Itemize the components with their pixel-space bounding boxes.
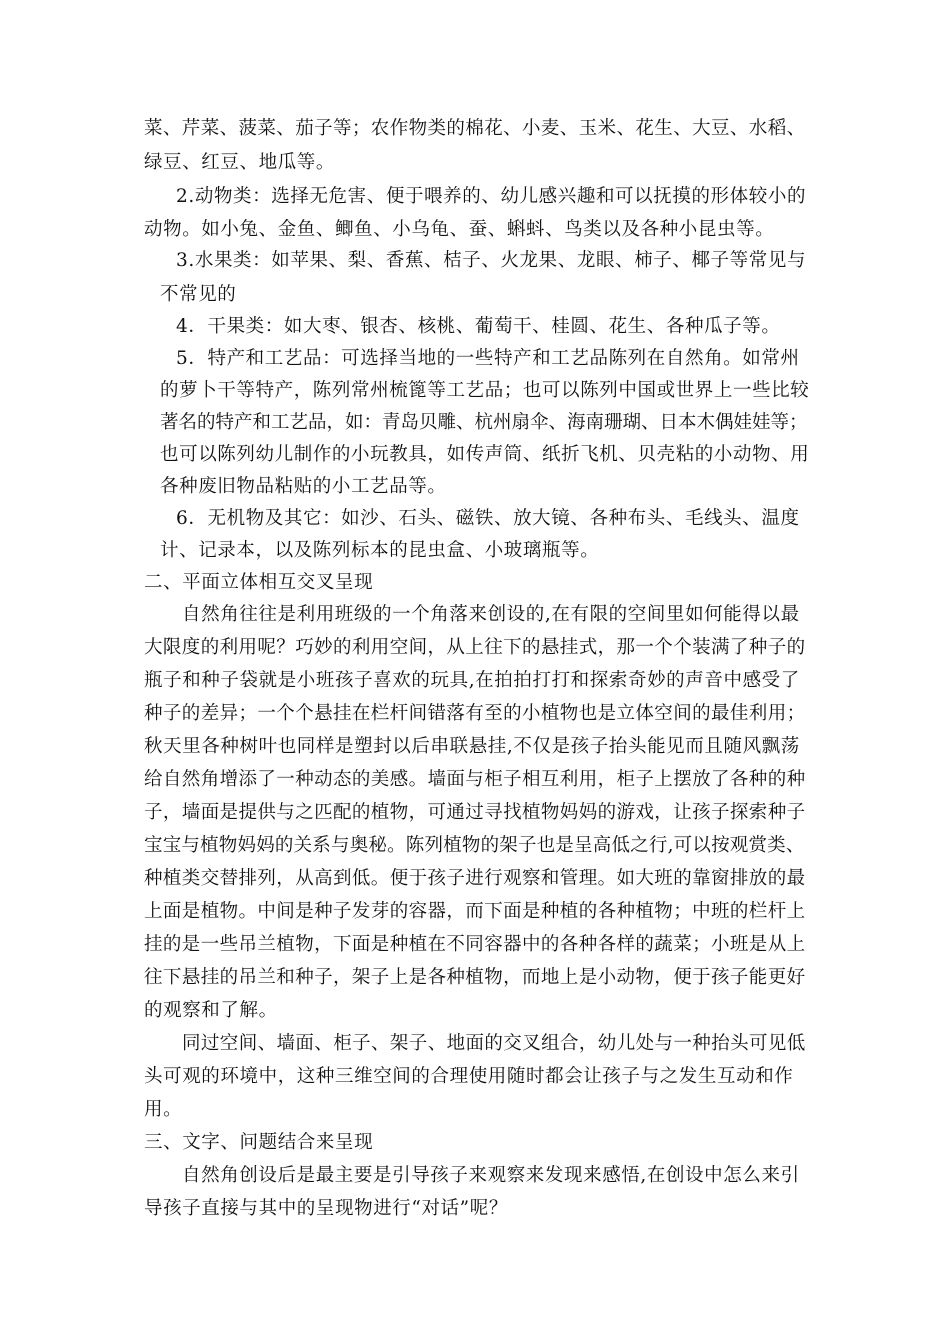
text-line: 同过空间、墙面、柜子、架子、地面的交叉组合，幼儿处与一种抬头可见低 <box>182 1033 806 1054</box>
text-line: 不常见的 <box>160 284 237 305</box>
text-line: 种植类交替排列，从高到低。便于孩子进行观察和管理。如大班的靠窗排放的最 <box>144 868 806 889</box>
text-line: 自然角往往是利用班级的一个角落来创设的,在有限的空间里如何能得以最 <box>182 604 800 625</box>
text-line: 的萝卜干等特产，陈列常州梳篦等工艺品；也可以陈列中国或世界上一些比较 <box>160 380 810 401</box>
text-line: 动物。如小兔、金鱼、鲫鱼、小乌龟、蚕、蝌蚪、鸟类以及各种小昆虫等。 <box>144 219 775 240</box>
text-line: 导孩子直接与其中的呈现物进行“对话”呢？ <box>144 1198 508 1219</box>
text-line: 瓶子和种子袋就是小班孩子喜欢的玩具,在拍拍打打和探索奇妙的声音中感受了 <box>144 670 800 691</box>
text-line: 用。 <box>144 1099 183 1120</box>
text-line: 各种废旧物品粘贴的小工艺品等。 <box>160 476 447 497</box>
text-line: 6．无机物及其它：如沙、石头、磁铁、放大镜、各种布头、毛线头、温度 <box>176 508 800 529</box>
text-line: 2.动物类：选择无危害、便于喂养的、幼儿感兴趣和可以抚摸的形体较小的 <box>176 186 807 207</box>
text-line: 上面是植物。中间是种子发芽的容器，而下面是种植的各种植物；中班的栏杆上 <box>144 901 806 922</box>
text-line: 4．干果类：如大枣、银杏、核桃、葡萄干、桂圆、花生、各种瓜子等。 <box>176 316 781 337</box>
text-line: 著名的特产和工艺品，如：青岛贝雕、杭州扇伞、海南珊瑚、日本木偶娃娃等； <box>160 412 808 433</box>
text-line: 头可观的环境中，这种三维空间的合理使用随时都会让孩子与之发生互动和作 <box>144 1066 794 1087</box>
text-line: 秋天里各种树叶也同样是塑封以后串联悬挂,不仅是孩子抬头能见而且随风飘荡 <box>144 736 800 757</box>
text-line: 的观察和了解。 <box>144 1000 278 1021</box>
text-line: 种子的差异；一个个悬挂在栏杆间错落有至的小植物也是立体空间的最佳利用； <box>144 703 806 724</box>
section-heading: 二、平面立体相互交叉呈现 <box>144 572 374 593</box>
text-line: 5．特产和工艺品：可选择当地的一些特产和工艺品陈列在自然角。如常州 <box>176 348 800 369</box>
text-line: 也可以陈列幼儿制作的小玩教具，如传声筒、纸折飞机、贝壳粘的小动物、用 <box>160 444 810 465</box>
text-line: 宝宝与植物妈妈的关系与奥秘。陈列植物的架子也是呈高低之行,可以按观赏类、 <box>144 835 805 856</box>
text-line: 菜、芹菜、菠菜、茄子等；农作物类的棉花、小麦、玉米、花生、大豆、水稻、 <box>144 118 806 139</box>
text-line: 3.水果类：如苹果、梨、香蕉、桔子、火龙果、龙眼、柿子、椰子等常见与 <box>176 250 807 271</box>
text-line: 往下悬挂的吊兰和种子，架子上是各种植物，而地上是小动物，便于孩子能更好 <box>144 967 806 988</box>
text-line: 子，墙面是提供与之匹配的植物，可通过寻找植物妈妈的游戏，让孩子探索种子 <box>144 802 806 823</box>
text-line: 计、记录本，以及陈列标本的昆虫盒、小玻璃瓶等。 <box>160 540 600 561</box>
section-heading: 三、文字、问题结合来呈现 <box>144 1132 374 1153</box>
text-line: 绿豆、红豆、地瓜等。 <box>144 152 336 173</box>
text-line: 大限度的利用呢？巧妙的利用空间，从上往下的悬挂式，那一个个装满了种子的 <box>144 637 806 658</box>
text-line: 给自然角增添了一种动态的美感。墙面与柜子相互利用，柜子上摆放了各种的种 <box>144 769 806 790</box>
text-line: 自然角创设后是最主要是引导孩子来观察来发现来感悟,在创设中怎么来引 <box>182 1165 800 1186</box>
text-line: 挂的是一些吊兰植物，下面是种植在不同容器中的各种各样的蔬菜；小班是从上 <box>144 934 806 955</box>
